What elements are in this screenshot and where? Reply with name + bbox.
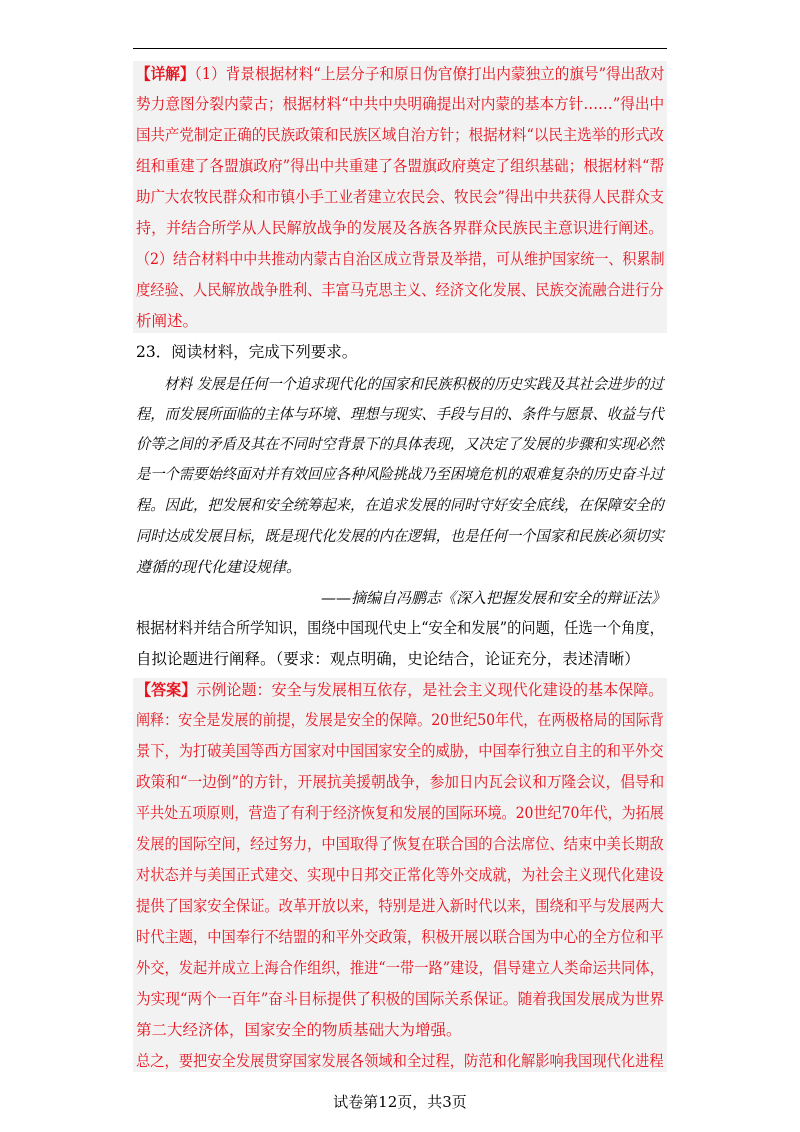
requirement-line: 自拟论题进行阐释。（要求：观点明确，史论结合，论证充分，表述清晰） — [136, 650, 640, 668]
answer-line: 对状态并与美国正式建交、实现中日邦交正常化等外交成就，为社会主义现代化建设 — [136, 866, 664, 884]
page-footer: 试卷第12页，共3页 — [333, 1093, 467, 1111]
answer-line: 景下，为打破美国等西方国家对中国国家安全的威胁，中国奉行独立自主的和平外交 — [136, 742, 664, 760]
material-line: 同时达成发展目标，既是现代化发展的内在逻辑，也是任何一个国家和民族必须切实 — [136, 527, 664, 545]
answer-line: 外交，发起并成立上海合作组织，推进“一带一路”建设，倡导建立人类命运共同体， — [136, 959, 664, 977]
answer-line: 为实现“两个一百年”奋斗目标提供了积极的国际关系保证。随着我国发展成为世界 — [136, 990, 665, 1008]
answer-line: 提供了国家安全保证。改革开放以来，特别是进入新时代以来，围绕和平与发展两大 — [136, 897, 664, 915]
answer-line: 阐释：安全是发展的前提，发展是安全的保障。20世纪50年代，在两极格局的国际背 — [136, 711, 664, 729]
question-stem: 23．阅读材料，完成下列要求。 — [136, 343, 358, 361]
material-line: 材料 发展是任何一个追求现代化的国家和民族积极的历史实践及其社会进步的过 — [164, 375, 664, 393]
material-line: 程。因此，把发展和安全统筹起来，在追求发展的同时守好安全底线，在保障安全的 — [136, 496, 664, 514]
detail-line: 国共产党制定正确的民族政策和民族区域自治方针；根据材料“以民主选举的形式改 — [136, 126, 665, 144]
answer-line: 平共处五项原则，营造了有利于经济恢复和发展的国际环境。20世纪70年代，为拓展 — [136, 804, 664, 822]
material-line: 程，而发展所面临的主体与环境、理想与现实、手段与目的、条件与愿景、收益与代 — [136, 405, 664, 423]
answer-line: 政策和“一边倒”的方针，开展抗美援朝战争，参加日内瓦会议和万隆会议，倡导和 — [136, 773, 665, 791]
material-line: 价等之间的矛盾及其在不同时空背景下的具体表现，又决定了发展的步骤和实现必然 — [136, 435, 664, 453]
answer-line: 发展的国际空间，经过努力，中国取得了恢复在联合国的合法席位、结束中美长期敌 — [136, 835, 664, 853]
material-source: ——摘编自冯鹏志《深入把握发展和安全的辩证法》 — [320, 589, 666, 607]
answer-line: 总之，要把安全发展贯穿国家发展各领域和全过程，防范和化解影响我国现代化进程 — [136, 1052, 664, 1070]
material-line: 遵循的现代化建设规律。 — [136, 558, 302, 576]
detail-line: 【详解】（1）背景根据材料“上层分子和原日伪官僚打出内蒙独立的旗号”得出敌对 — [136, 64, 665, 83]
answer-tag: 【答案】 — [136, 680, 197, 699]
detail-line: 析阐述。 — [136, 312, 199, 330]
header-rule — [133, 48, 667, 49]
detail-line: 度经验、人民解放战争胜利、丰富马克思主义、经济文化发展、民族交流融合进行分 — [136, 281, 664, 299]
detail-line: 势力意图分裂内蒙古；根据材料“中共中央明确提出对内蒙的基本方针……”得出中 — [136, 95, 665, 113]
detail-line: 组和重建了各盟旗政府”得出中共重建了各盟旗政府奠定了组织基础；根据材料“帮 — [136, 157, 665, 175]
detail-line: 助广大农牧民群众和市镇小手工业者建立农民会、牧民会”得出中共获得人民群众支 — [136, 188, 665, 206]
answer-line: 第二大经济体，国家安全的物质基础大为增强。 — [136, 1021, 462, 1039]
requirement-line: 根据材料并结合所学知识，围绕中国现代史上“安全和发展”的问题，任选一个角度， — [136, 619, 664, 637]
material-line: 是一个需要始终面对并有效回应各种风险挑战乃至困境危机的艰难复杂的历史奋斗过 — [136, 465, 664, 483]
detail-tag: 【详解】 — [136, 64, 195, 83]
answer-line: 【答案】示例论题：安全与发展相互依存，是社会主义现代化建设的基本保障。 — [136, 680, 664, 699]
answer-line: 时代主题，中国奉行不结盟的和平外交政策，积极开展以联合国为中心的全方位和平 — [136, 928, 664, 946]
detail-line: （2）结合材料中中共推动内蒙古自治区成立背景及举措，可从维护国家统一、积累制 — [136, 250, 665, 268]
detail-line: 持，并结合所学从人民解放战争的发展及各族各界群众民族民主意识进行阐述。 — [136, 219, 664, 237]
